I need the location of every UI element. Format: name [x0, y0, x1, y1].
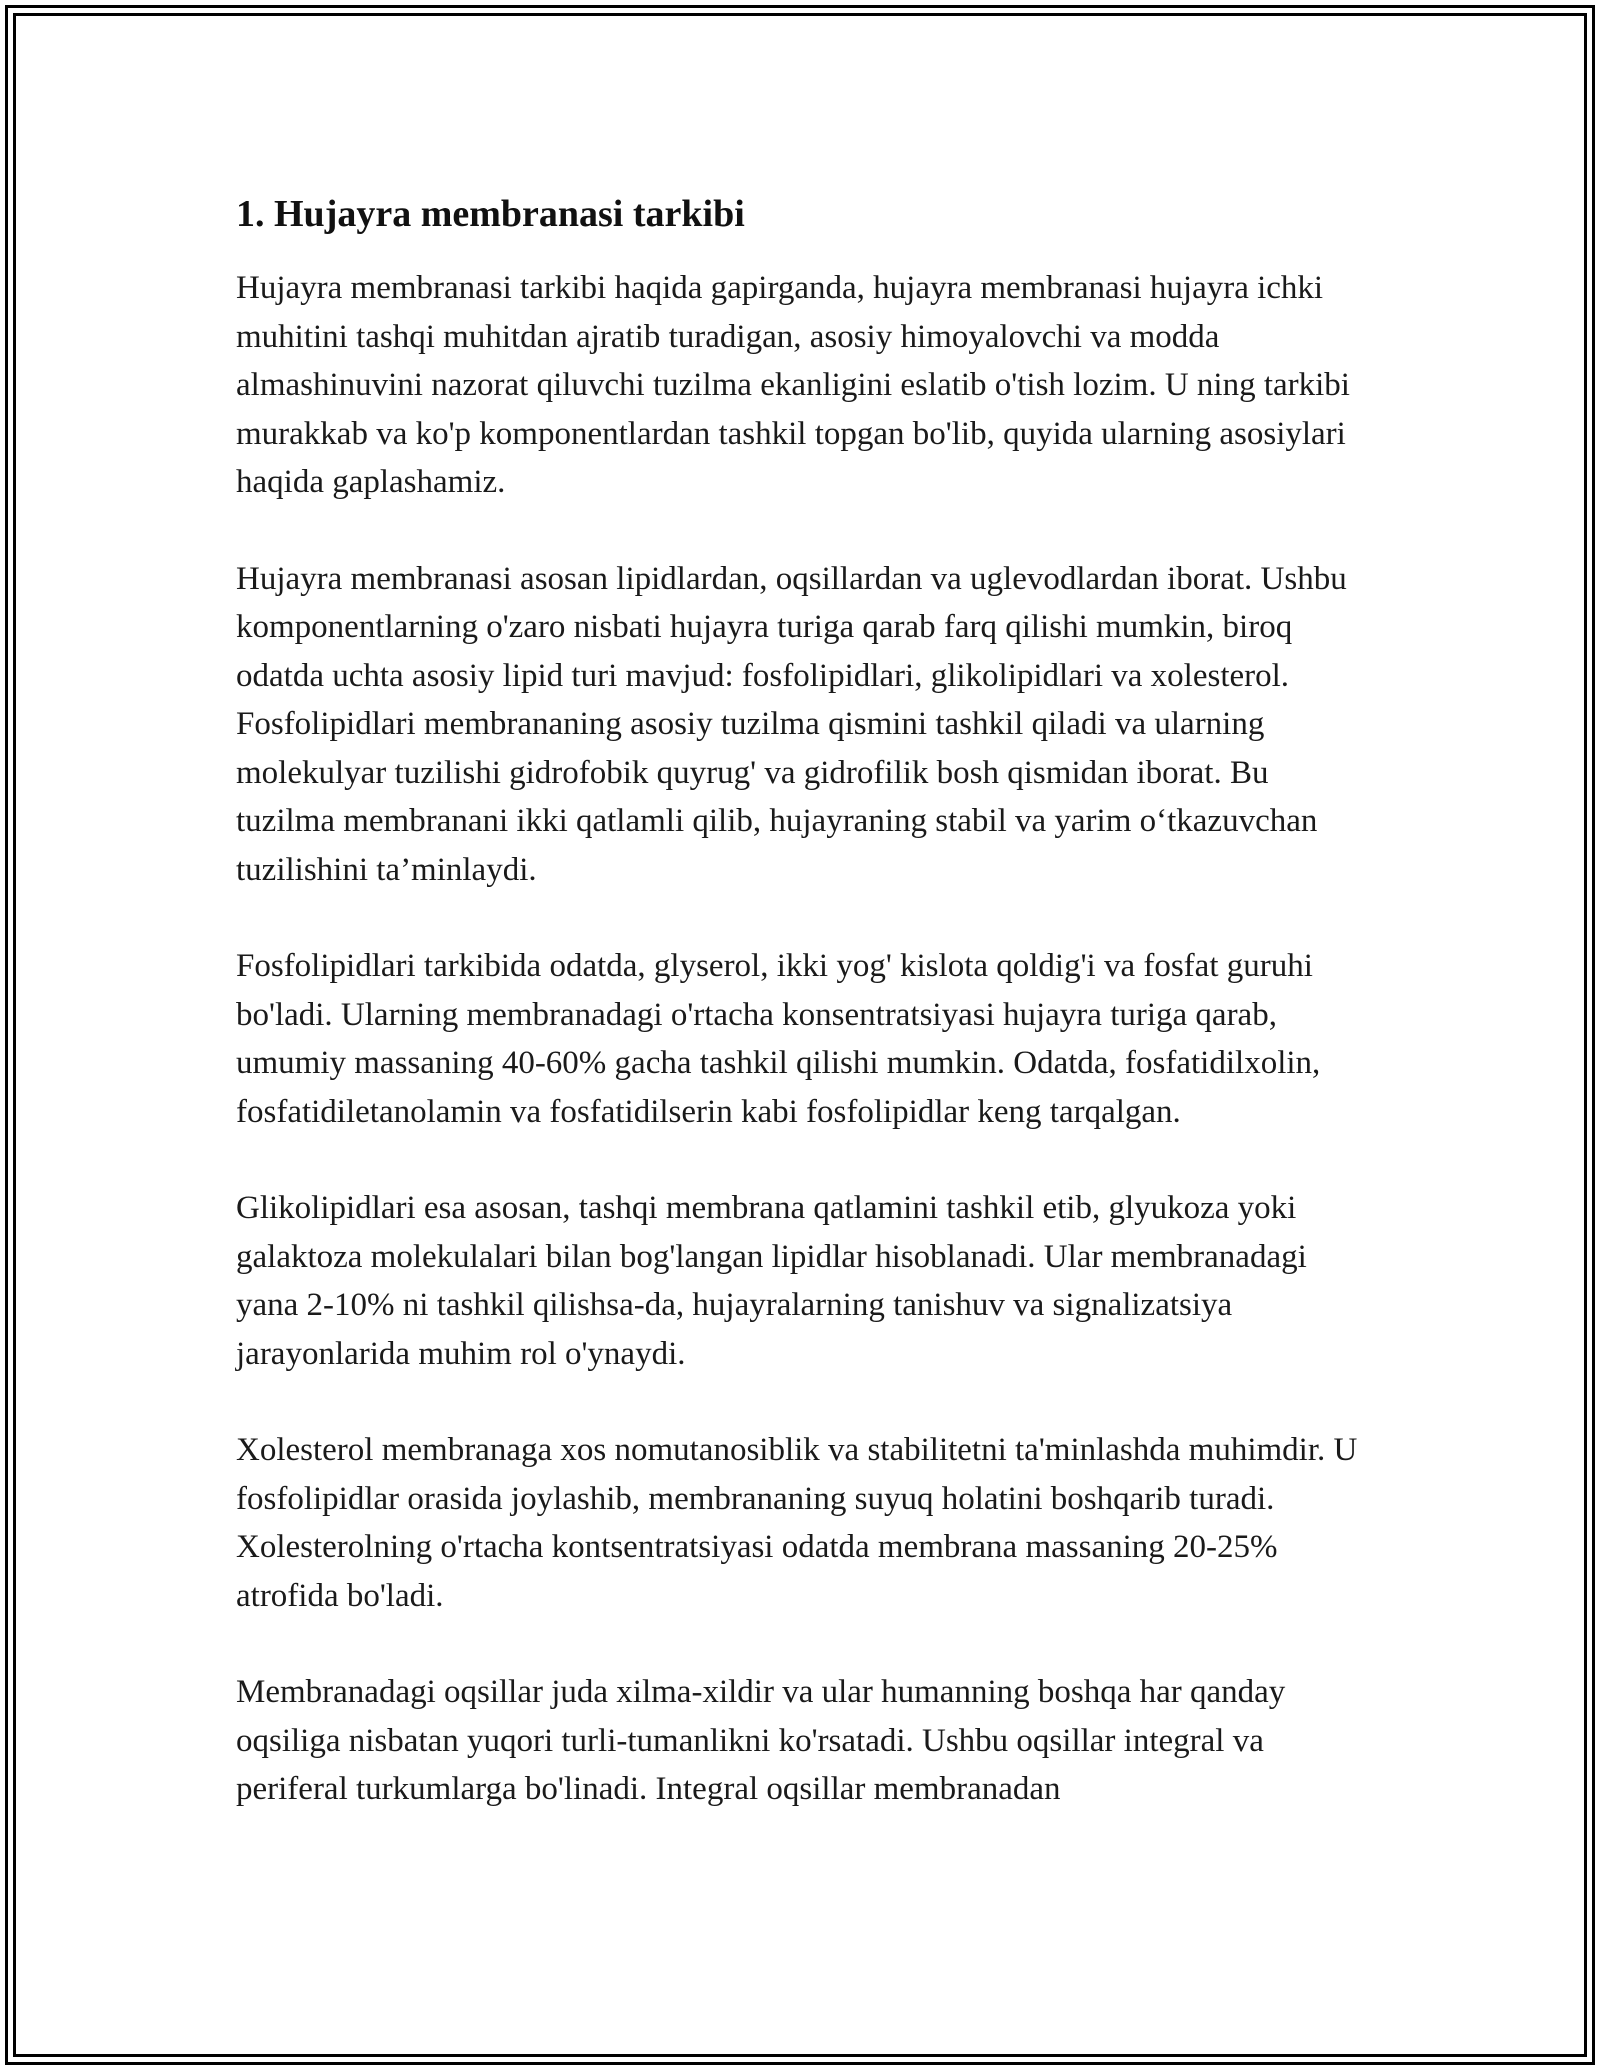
- section-heading: 1. Hujayra membranasi tarkibi: [236, 193, 745, 235]
- paragraph-2: Hujayra membranasi asosan lipidlardan, oqsillardan va uglevodlardan iborat. Ushbu komponentlarning o'zaro nisbati hujayra turiga qarab farq qilishi mumkin, biroq odatda uchta asosiy lipid turi mavjud: fosfolipidlari, glikolipidlari va xolesterol. Fosfolipidlari membrananing asosiy tuzilma qismini tashkil qiladi va ularning molekulyar tuzilishi gidrofobik quyrug' va gidrofilik bosh qismidan iborat. Bu tuzilma membranani ikki qatlamli qilib, hujayraning stabil va yarim o‘tkazuvchan tuzilishini ta’minlaydi.: [236, 560, 1347, 888]
- document-body: [236, 186, 1366, 1862]
- paragraph-3: Fosfolipidlari tarkibida odatda, glyserol, ikki yog' kislota qoldig'i va fosfat guruhi bo'ladi. Ularning membranadagi o'rtacha konsentratsiyasi hujayra turiga qarab, umumiy massaning 40-60% gacha tashkil qilishi mumkin. Odatda, fosfatidilxolin, fosfatidiletanolamin va fosfatidilserin kabi fosfolipidlar keng tarqalgan.: [236, 948, 1321, 1130]
- paragraph-1: Hujayra membranasi tarkibi haqida gapirganda, hujayra membranasi hujayra ichki muhitini tashqi muhitdan ajratib turadigan, asosiy himoyalovchi va modda almashinuvini nazorat qiluvchi tuzilma ekanligini eslatib o'tish lozim. U ning tarkibi murakkab va ko'p komponentlardan tashkil topgan bo'lib, quyida ularning asosiylari haqida gaplashamiz.: [236, 270, 1350, 500]
- paragraph-4: Glikolipidlari esa asosan, tashqi membrana qatlamini tashkil etib, glyukoza yoki galaktoza molekulalari bilan bog'langan lipidlar hisoblanadi. Ular membranadagi yana 2-10% ni tashkil qilishsa-da, hujayralarning tanishuv va signalizatsiya jarayonlarida muhim rol o'ynaydi.: [236, 1190, 1307, 1372]
- paragraph-5: Xolesterol membranaga xos nomutanosiblik va stabilitetni ta'minlashda muhimdir. U fosfolipidlar orasida joylashib, membrananing suyuq holatini boshqarib turadi. Xolesterolning o'rtacha kontsentratsiyasi odatda membrana massaning 20-25% atrofida bo'ladi.: [236, 1432, 1358, 1614]
- paragraph-6: Membranadagi oqsillar juda xilma-xildir va ular humanning boshqa har qanday oqsiliga nisbatan yuqori turli-tumanlikni ko'rsatadi. Ushbu oqsillar integral va periferal turkumlarga bo'linadi. Integral oqsillar membranadan: [236, 1674, 1286, 1807]
